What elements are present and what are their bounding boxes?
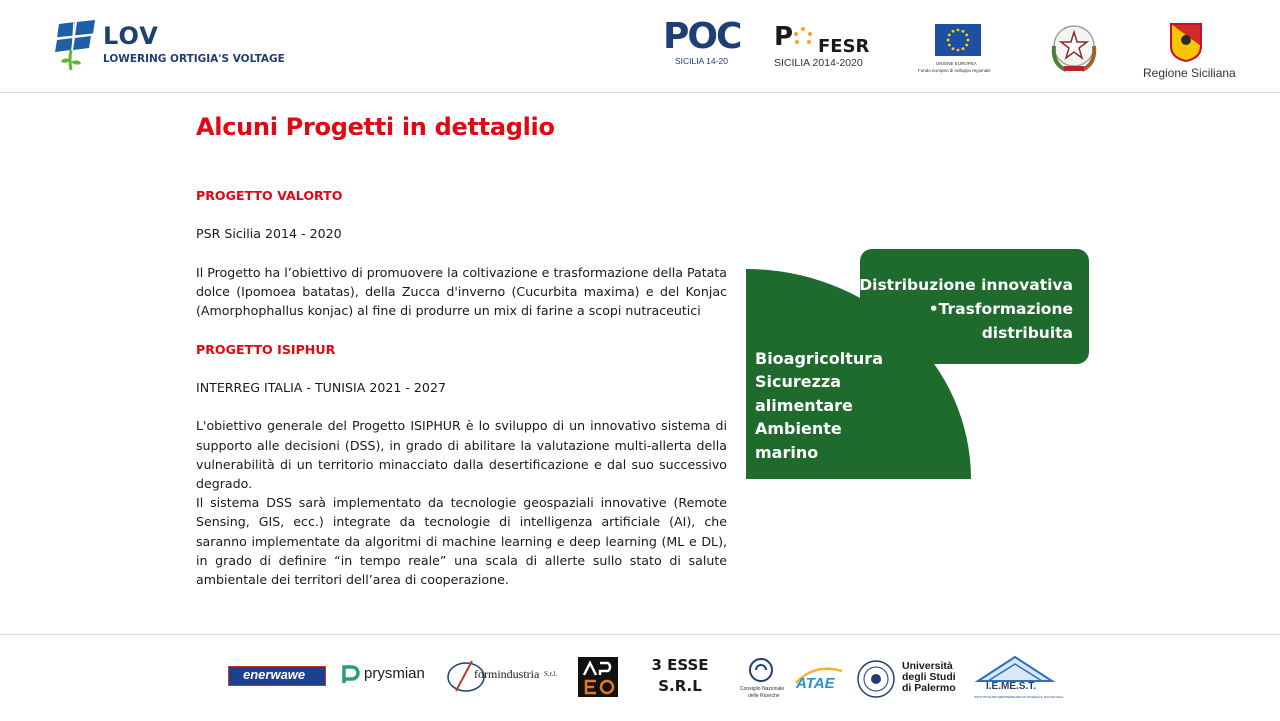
lov-logo [55, 18, 305, 72]
fesr-logo [774, 22, 874, 70]
cnr-label-1: Consiglio Nazionale [740, 686, 785, 692]
fesr-label: SICILIA 2014-2020 [774, 57, 863, 69]
unipa-logo [856, 659, 960, 701]
formindustria-logo [446, 655, 566, 697]
page-title: Alcuni Progetti in dettaglio [196, 113, 555, 141]
brand-subtitle: LOWERING ORTIGIA'S VOLTAGE [103, 53, 285, 65]
box-line: •Distribuzione innovativa [849, 276, 1073, 294]
poc-mark: POC [663, 16, 741, 57]
eu-logo [918, 24, 1002, 76]
box-line: distribuita [981, 324, 1073, 342]
project2-program: INTERREG ITALIA - TUNISIA 2021 - 2027 [196, 379, 446, 395]
solar-flower-icon [55, 18, 99, 72]
unipa-line-2: degli Studi [902, 671, 956, 683]
eu-flag-icon [935, 24, 981, 56]
prysmian-text: prysmian [364, 665, 425, 682]
atae-logo [794, 663, 844, 697]
iemest-subtext: ISTITUTO EURO-MEDITERRANEO DI SCIENZA E TECNOLOGIA [974, 695, 1064, 699]
eu-label-1: UNIONE EUROPEA [936, 61, 977, 66]
tre-esse-line-1: 3 ESSE [651, 656, 709, 674]
atae-text: ATAE [796, 675, 835, 692]
brand-title: LOV [103, 22, 159, 50]
republic-emblem-icon [1048, 20, 1100, 74]
project2-heading: PROGETTO ISIPHUR [196, 341, 336, 357]
iemest-text: I.E.ME.S.T. [986, 681, 1037, 692]
cnr-logo [738, 657, 784, 703]
fesr-mark: FESR [818, 36, 870, 57]
quarter-text [755, 347, 883, 464]
project1-description: Il Progetto ha l’obiettivo di promuovere la coltivazione e trasformazione della Patata dolce (Ipomoea batatas), della Zucca d'inverno (Cucurbita maxima) e del Konjac (Amorphophallus konjac) al fine di produrre un mix di farine a scopi nutraceutici [196, 264, 727, 319]
header-bar [0, 0, 1280, 93]
eu-label-2: Fondo europeo di sviluppo regionale [918, 68, 991, 73]
unipa-line-3: di Palermo [902, 682, 956, 694]
project1-heading: PROGETTO VALORTO [196, 188, 343, 203]
enerwawe-logo [228, 666, 326, 686]
prysmian-mark-icon [340, 663, 360, 685]
fesr-p-mark: P [774, 22, 794, 52]
rounded-box-shape [849, 249, 1089, 364]
apeo-logo-icon [578, 657, 618, 697]
footer-bar [0, 634, 1280, 721]
cnr-mark-icon [748, 657, 774, 683]
quarter-line: marino [755, 442, 819, 462]
quarter-line: Sicurezza [755, 372, 842, 392]
unipa-text [902, 661, 956, 694]
stars-icon [792, 26, 814, 48]
regione-siciliana-logo [1140, 22, 1236, 80]
iemest-logo [974, 655, 1064, 703]
project1-program: PSR Sicilia 2014 - 2020 [196, 226, 342, 242]
trinacria-shield-icon [1169, 22, 1203, 62]
tre-esse-logo [645, 655, 715, 699]
box-line: •Trasformazione [928, 300, 1073, 318]
quarter-line: Ambiente [755, 419, 842, 439]
iemest-dome-icon [974, 655, 1056, 683]
poc-label: SICILIA 14-20 [675, 56, 728, 66]
prysmian-logo [340, 661, 435, 687]
enerwawe-text: enerwawe [243, 667, 306, 682]
project2-description-1: L'obiettivo generale del Progetto ISIPHUR è lo sviluppo di un innovativo sistema di supporto alle decisioni (DSS), in grado di abilitare la valutazione multi-allerta della vulnerabilità di un territorio minacciato dalla desertificazione e dal suo successivo degrado. [196, 418, 727, 491]
box-text [849, 273, 1073, 345]
quarter-line: alimentare [755, 395, 853, 415]
content-body [196, 186, 727, 589]
quarter-line: Bioagricoltura [755, 349, 883, 368]
cnr-label-2: delle Ricerche [748, 693, 780, 699]
poc-logo [663, 16, 741, 68]
project2-description-2: Il sistema DSS sarà implementato da tecnologie geospaziali innovative (Remote Sensing, GIS, ecc.) integrate da tecnologie di intelligenza artificiale (AI), che saranno implementate da algoritmi di machine learning e deep learning (ML e DL), in grado di definire “in tempo reale” una scala di allerte sullo stato di salute ambientale dei territori dell’area di cooperazione. [196, 495, 727, 587]
formindustria-suffix: S.r.l. [544, 670, 558, 678]
tre-esse-line-2: S.R.L [658, 677, 702, 695]
region-label: Regione Siciliana [1143, 66, 1236, 80]
unipa-line-1: Università [902, 660, 953, 672]
formindustria-text: formindustria [474, 667, 540, 681]
unipa-seal-icon [856, 659, 896, 699]
